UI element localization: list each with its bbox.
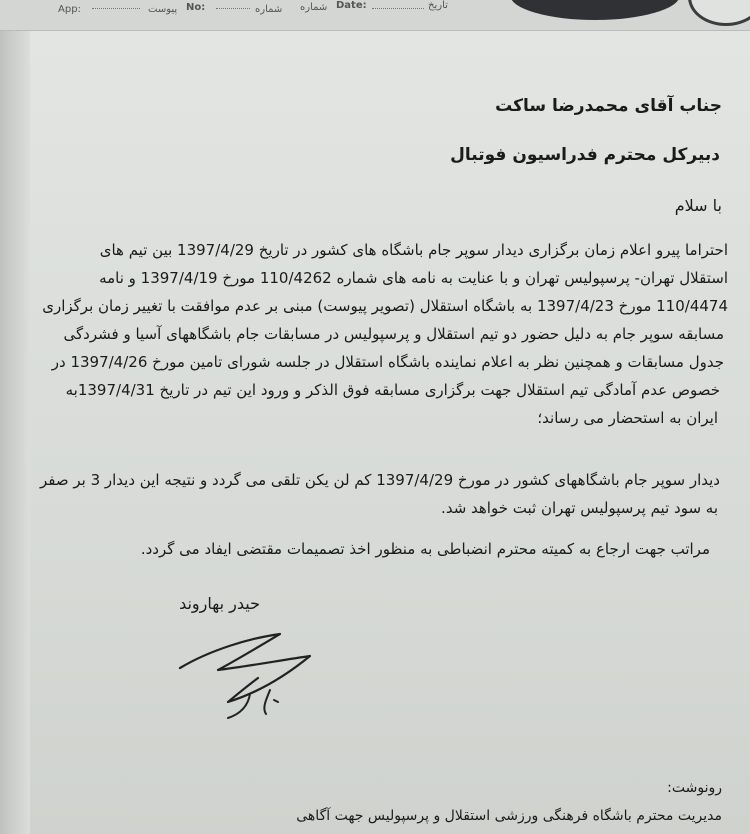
number-label-fa-2: شماره	[300, 2, 328, 13]
result-line: به سود تیم پرسپولیس تهران ثبت خواهد شد.	[441, 499, 718, 517]
body-line: جدول مسابقات و همچنین نظر به اعلام نماینده باشگاه استقلال در جلسه شورای تامین مورخ 1397/4/26 در	[51, 353, 724, 371]
body-paragraph	[8, 236, 728, 432]
body-line: 110/4474 مورخ 1397/4/23 به باشگاه استقلال (تصویر پیوست) مبنی بر عدم موافقت با تغییر زمان برگزاری	[42, 297, 728, 315]
cc-line: مدیریت محترم باشگاه فرهنگی ورزشی استقلال و پرسپولیس جهت آگاهی	[296, 808, 722, 824]
body-line: احتراما پیرو اعلام زمان برگزاری دیدار سوپر جام باشگاه های کشور در تاریخ 1397/4/29 بین تیم های	[99, 241, 728, 259]
result-paragraph	[8, 466, 728, 522]
date-dots	[372, 8, 424, 10]
result-line: دیدار سوپر جام باشگاههای کشور در مورخ 1397/4/29 کم لن یکن تلقی می گردد و نتیجه این دیدار 3 بر صفر	[39, 471, 720, 489]
number-dots	[216, 8, 250, 10]
app-label: App:	[58, 4, 81, 15]
attachment-label: پیوست	[148, 4, 178, 15]
greeting: با سلام	[674, 196, 722, 215]
addressee-name: جناب آقای محمدرضا ساکت	[495, 96, 722, 116]
signatory-name: حیدر بهاروند	[179, 594, 260, 613]
handwritten-signature	[170, 630, 340, 730]
number-label: No:	[186, 2, 206, 13]
body-line: ایران به استحضار می رساند؛	[537, 409, 718, 427]
cc-label: رونوشت:	[667, 780, 722, 796]
attachment-dots	[92, 8, 140, 10]
body-line: مسابقه سوپر جام به دلیل حضور دو تیم استقلال و پرسپولیس در مسابقات جام باشگاههای آسیا و فشردگی	[63, 325, 724, 343]
referral-line: مراتب جهت ارجاع به کمیته محترم انضباطی به منظور اخذ تصمیمات مقتضی ایفاد می گردد.	[140, 540, 710, 558]
body-line: خصوص عدم آمادگی تیم استقلال جهت برگزاری مسابقه فوق الذکر و ورود این تیم در تاریخ 1397/4/31به	[65, 381, 720, 399]
federation-logo-banner	[510, 0, 680, 20]
letterhead	[0, 0, 750, 31]
addressee-title: دبیرکل محترم فدراسیون فوتبال	[450, 145, 720, 165]
federation-seal	[688, 0, 750, 26]
date-label-fa: تاریخ	[428, 0, 448, 11]
body-line: استقلال تهران- پرسپولیس تهران و با عنایت به نامه های شماره 110/4262 مورخ 1397/4/19 و نامه	[99, 269, 728, 287]
date-label: Date:	[336, 0, 367, 11]
number-label-fa: شماره	[255, 4, 283, 15]
